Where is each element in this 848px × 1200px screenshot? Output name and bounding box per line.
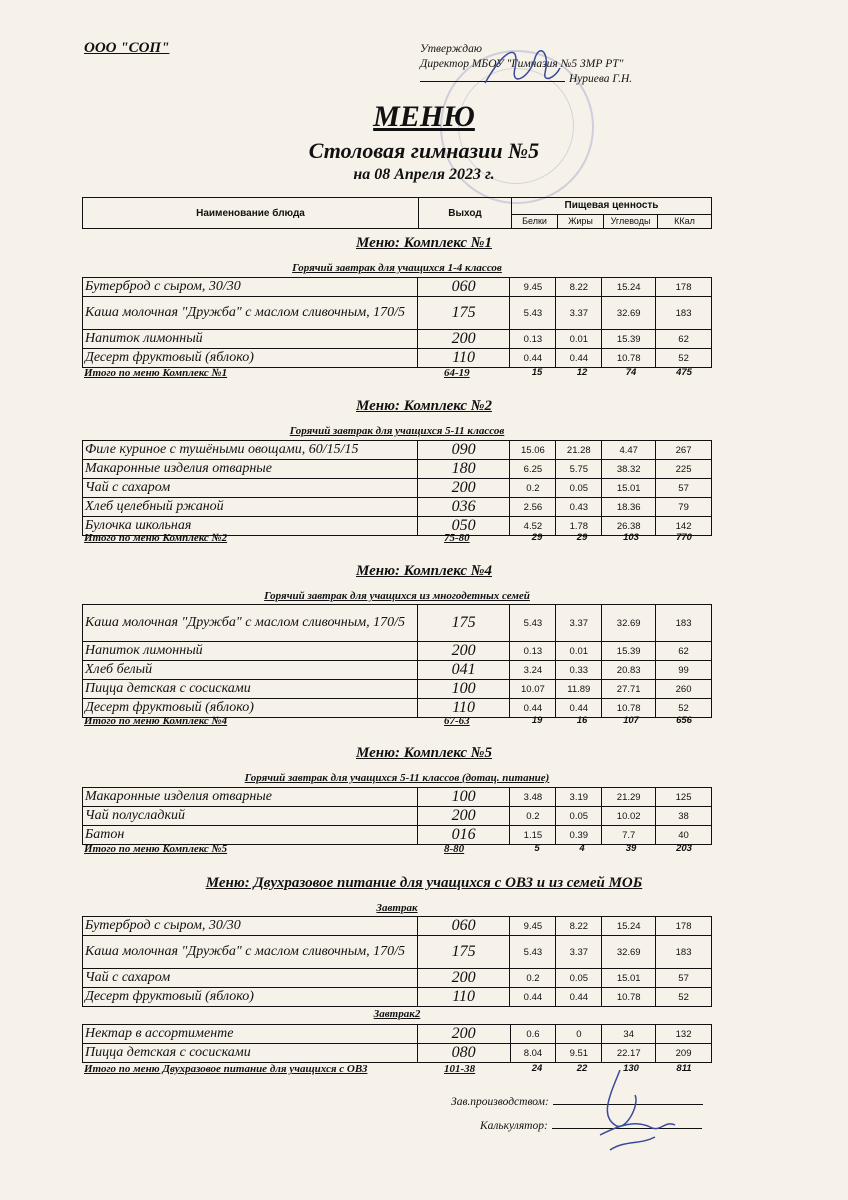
total-output: 75-80 xyxy=(444,532,470,544)
director-name: Нуриева Г.Н. xyxy=(569,73,633,85)
section-title: Меню: Комплекс №2 xyxy=(356,398,492,414)
header-dish: Наименование блюда xyxy=(83,198,419,229)
table-row xyxy=(83,498,712,517)
header-output: Выход xyxy=(419,198,512,229)
dish-fat: 9.51 xyxy=(556,1044,602,1063)
dish-kcal: 40 xyxy=(656,826,712,845)
organization-name: ООО "СОП" xyxy=(84,40,170,56)
dish-name: Десерт фруктовый (яблоко) xyxy=(83,349,418,368)
dish-kcal: 178 xyxy=(656,278,712,297)
approval-line2: Директор МБОУ "Гимназия №5 ЗМР РТ" xyxy=(420,58,624,70)
dish-name: Макаронные изделия отварные xyxy=(83,460,418,479)
section-subtitle: Горячий завтрак для учащихся 1-4 классов xyxy=(292,262,502,274)
approval-line1: Утверждаю xyxy=(420,43,482,55)
dish-carbs: 21.29 xyxy=(602,788,656,807)
total-output: 64-19 xyxy=(444,367,470,379)
dish-carbs: 15.39 xyxy=(602,642,656,661)
total-carbs: 107 xyxy=(623,715,639,726)
dish-kcal: 209 xyxy=(656,1044,712,1063)
dish-protein: 5.43 xyxy=(510,297,556,330)
total-protein: 19 xyxy=(531,715,543,726)
dish-kcal: 57 xyxy=(656,969,712,988)
dish-carbs: 15.01 xyxy=(602,969,656,988)
dish-fat: 0.01 xyxy=(556,642,602,661)
dish-kcal: 178 xyxy=(656,917,712,936)
total-kcal: 811 xyxy=(676,1063,692,1074)
dish-output: 080 xyxy=(417,1044,510,1063)
dish-protein: 3.24 xyxy=(510,661,556,680)
section-subtitle: Завтрак xyxy=(376,902,418,914)
dish-output: 060 xyxy=(417,917,510,936)
dish-output: 200 xyxy=(417,479,510,498)
dish-protein: 0.2 xyxy=(510,807,556,826)
dish-protein: 5.43 xyxy=(510,605,556,642)
table-row xyxy=(83,988,712,1007)
section-subtitle: Горячий завтрак для учащихся 5-11 классов (дотац. питание) xyxy=(244,772,550,784)
table-row xyxy=(83,479,712,498)
table-row xyxy=(83,936,712,969)
total-output: 67-63 xyxy=(444,715,470,727)
dish-name: Бутерброд с сыром, 30/30 xyxy=(83,917,418,936)
menu-table xyxy=(82,440,712,536)
dish-kcal: 132 xyxy=(656,1025,712,1044)
table-row xyxy=(83,642,712,661)
dish-kcal: 225 xyxy=(656,460,712,479)
dish-output: 050 xyxy=(417,517,510,536)
dish-name: Бутерброд с сыром, 30/30 xyxy=(83,278,418,297)
dish-fat: 3.37 xyxy=(556,936,602,969)
table-row xyxy=(83,1025,712,1044)
dish-kcal: 260 xyxy=(656,680,712,699)
dish-carbs: 26.38 xyxy=(602,517,656,536)
dish-protein: 0.44 xyxy=(510,349,556,368)
total-protein: 29 xyxy=(531,532,543,543)
menu-table xyxy=(82,277,712,368)
total-fat: 22 xyxy=(576,1063,588,1074)
dish-carbs: 38.32 xyxy=(602,460,656,479)
dish-output: 100 xyxy=(417,680,510,699)
dish-output: 180 xyxy=(417,460,510,479)
dish-protein: 15.06 xyxy=(510,441,556,460)
header-protein: Белки xyxy=(512,214,558,228)
total-output: 101-38 xyxy=(444,1063,476,1075)
dish-fat: 0.01 xyxy=(556,330,602,349)
dish-name: Макаронные изделия отварные xyxy=(83,788,418,807)
dish-output: 036 xyxy=(417,498,510,517)
dish-carbs: 4.47 xyxy=(602,441,656,460)
header-carbs: Углеводы xyxy=(604,214,658,228)
dish-kcal: 62 xyxy=(656,642,712,661)
dish-name: Булочка школьная xyxy=(83,517,418,536)
dish-name: Каша молочная "Дружба" с маслом сливочным, 170/5 xyxy=(83,936,418,969)
dish-carbs: 15.39 xyxy=(602,330,656,349)
total-carbs: 74 xyxy=(625,367,637,378)
header-nutrition: Пищевая ценность xyxy=(512,198,712,215)
total-carbs: 103 xyxy=(623,532,639,543)
dish-name: Напиток лимонный xyxy=(83,330,418,349)
dish-output: 200 xyxy=(417,969,510,988)
dish-carbs: 27.71 xyxy=(602,680,656,699)
dish-carbs: 10.78 xyxy=(602,349,656,368)
dish-kcal: 62 xyxy=(656,330,712,349)
total-protein: 5 xyxy=(534,843,540,854)
dish-output: 175 xyxy=(417,936,510,969)
dish-carbs: 32.69 xyxy=(602,936,656,969)
dish-carbs: 32.69 xyxy=(602,297,656,330)
dish-kcal: 52 xyxy=(656,349,712,368)
table-row xyxy=(83,788,712,807)
dish-output: 110 xyxy=(417,349,510,368)
table-row xyxy=(83,917,712,936)
table-row xyxy=(83,349,712,368)
section-subtitle: Горячий завтрак для учащихся из многодетных семей xyxy=(264,590,530,602)
dish-protein: 0.13 xyxy=(510,330,556,349)
dish-carbs: 10.02 xyxy=(602,807,656,826)
page-subtitle: Столовая гимназии №5 xyxy=(308,138,540,163)
dish-protein: 9.45 xyxy=(510,917,556,936)
dish-carbs: 22.17 xyxy=(602,1044,656,1063)
dish-carbs: 7.7 xyxy=(602,826,656,845)
dish-fat: 0.44 xyxy=(556,699,602,718)
dish-protein: 0.2 xyxy=(510,479,556,498)
dish-kcal: 183 xyxy=(656,297,712,330)
dish-fat: 0.05 xyxy=(556,969,602,988)
dish-output: 200 xyxy=(417,642,510,661)
table-row xyxy=(83,661,712,680)
total-protein: 24 xyxy=(531,1063,543,1074)
total-label: Итого по меню Комплекс №4 xyxy=(84,715,228,727)
dish-protein: 9.45 xyxy=(510,278,556,297)
dish-fat: 3.37 xyxy=(556,605,602,642)
dish-kcal: 183 xyxy=(656,936,712,969)
section-title: Меню: Комплекс №5 xyxy=(356,745,492,761)
dish-kcal: 142 xyxy=(656,517,712,536)
dish-kcal: 79 xyxy=(656,498,712,517)
table-row xyxy=(83,278,712,297)
dish-carbs: 34 xyxy=(602,1025,656,1044)
dish-fat: 8.22 xyxy=(556,917,602,936)
dish-carbs: 10.78 xyxy=(602,988,656,1007)
dish-protein: 0.44 xyxy=(510,699,556,718)
section-title: Меню: Комплекс №4 xyxy=(356,563,492,579)
section-subtitle: Горячий завтрак для учащихся 5-11 классов xyxy=(289,425,505,437)
dish-name: Пицца детская с сосисками xyxy=(83,1044,418,1063)
table-row xyxy=(83,605,712,642)
total-kcal: 770 xyxy=(676,532,692,543)
dish-name: Чай полусладкий xyxy=(83,807,418,826)
total-fat: 4 xyxy=(579,843,585,854)
dish-fat: 0.39 xyxy=(556,826,602,845)
dish-name: Каша молочная "Дружба" с маслом сливочным, 170/5 xyxy=(83,605,418,642)
dish-name: Чай с сахаром xyxy=(83,479,418,498)
dish-output: 200 xyxy=(417,1025,510,1044)
director-signature xyxy=(475,38,565,98)
dish-protein: 6.25 xyxy=(510,460,556,479)
dish-name: Хлеб целебный ржаной xyxy=(83,498,418,517)
dish-protein: 0.13 xyxy=(510,642,556,661)
dish-fat: 11.89 xyxy=(556,680,602,699)
dish-protein: 5.43 xyxy=(510,936,556,969)
total-label: Итого по меню Двухразовое питание для учащихся с ОВЗ xyxy=(84,1063,368,1075)
dish-carbs: 18.36 xyxy=(602,498,656,517)
section-subtitle: Завтрак2 xyxy=(373,1008,421,1020)
dish-kcal: 183 xyxy=(656,605,712,642)
dish-fat: 3.19 xyxy=(556,788,602,807)
dish-kcal: 57 xyxy=(656,479,712,498)
dish-kcal: 267 xyxy=(656,441,712,460)
total-kcal: 203 xyxy=(676,843,692,854)
dish-name: Филе куриное с тушёными овощами, 60/15/15 xyxy=(83,441,418,460)
dish-fat: 0.05 xyxy=(556,807,602,826)
dish-protein: 2.56 xyxy=(510,498,556,517)
dish-protein: 1.15 xyxy=(510,826,556,845)
total-kcal: 656 xyxy=(676,715,692,726)
section-title: Меню: Комплекс №1 xyxy=(356,235,492,251)
menu-table xyxy=(82,916,712,1007)
dish-carbs: 10.78 xyxy=(602,699,656,718)
dish-output: 200 xyxy=(417,330,510,349)
production-label: Зав.производством: xyxy=(451,1096,549,1108)
dish-carbs: 15.01 xyxy=(602,479,656,498)
section-title: Меню: Двухразовое питание для учащихся с ОВЗ и из семей МОБ xyxy=(205,875,643,891)
total-fat: 29 xyxy=(576,532,588,543)
dish-output: 060 xyxy=(417,278,510,297)
dish-output: 016 xyxy=(417,826,510,845)
dish-fat: 0.05 xyxy=(556,479,602,498)
menu-table xyxy=(82,604,712,718)
dish-kcal: 52 xyxy=(656,988,712,1007)
dish-fat: 21.28 xyxy=(556,441,602,460)
total-fat: 16 xyxy=(576,715,588,726)
column-header-table xyxy=(82,197,712,229)
dish-name: Десерт фруктовый (яблоко) xyxy=(83,699,418,718)
dish-fat: 5.75 xyxy=(556,460,602,479)
table-row xyxy=(83,330,712,349)
table-row xyxy=(83,441,712,460)
table-row xyxy=(83,807,712,826)
page-title: МЕНЮ xyxy=(373,100,475,133)
menu-table xyxy=(82,787,712,845)
total-kcal: 475 xyxy=(676,367,692,378)
table-row xyxy=(83,969,712,988)
handwritten-signature xyxy=(580,1065,690,1160)
dish-fat: 3.37 xyxy=(556,297,602,330)
dish-fat: 0.44 xyxy=(556,988,602,1007)
dish-fat: 0.44 xyxy=(556,349,602,368)
menu-date: на 08 Апреля 2023 г. xyxy=(353,166,495,183)
total-fat: 12 xyxy=(576,367,588,378)
dish-protein: 3.48 xyxy=(510,788,556,807)
total-label: Итого по меню Комплекс №2 xyxy=(84,532,228,544)
dish-protein: 10.07 xyxy=(510,680,556,699)
dish-carbs: 15.24 xyxy=(602,278,656,297)
total-carbs: 39 xyxy=(625,843,637,854)
dish-name: Батон xyxy=(83,826,418,845)
dish-carbs: 20.83 xyxy=(602,661,656,680)
dish-protein: 0.44 xyxy=(510,988,556,1007)
dish-protein: 0.2 xyxy=(510,969,556,988)
dish-fat: 8.22 xyxy=(556,278,602,297)
dish-name: Чай с сахаром xyxy=(83,969,418,988)
table-row xyxy=(83,297,712,330)
dish-fat: 0.33 xyxy=(556,661,602,680)
dish-name: Пицца детская с сосисками xyxy=(83,680,418,699)
table-row xyxy=(83,1044,712,1063)
dish-output: 200 xyxy=(417,807,510,826)
dish-output: 175 xyxy=(417,605,510,642)
total-protein: 15 xyxy=(531,367,543,378)
dish-name: Нектар в ассортименте xyxy=(83,1025,418,1044)
header-kcal: ККал xyxy=(658,214,712,228)
dish-carbs: 15.24 xyxy=(602,917,656,936)
dish-name: Напиток лимонный xyxy=(83,642,418,661)
header-fat: Жиры xyxy=(558,214,604,228)
dish-carbs: 32.69 xyxy=(602,605,656,642)
dish-output: 110 xyxy=(417,988,510,1007)
dish-kcal: 99 xyxy=(656,661,712,680)
menu-table xyxy=(82,1024,712,1063)
dish-name: Каша молочная "Дружба" с маслом сливочным, 170/5 xyxy=(83,297,418,330)
calculator-label: Калькулятор: xyxy=(480,1120,548,1132)
total-output: 8-80 xyxy=(444,843,465,855)
dish-kcal: 125 xyxy=(656,788,712,807)
total-label: Итого по меню Комплекс №1 xyxy=(84,367,228,379)
dish-output: 041 xyxy=(417,661,510,680)
dish-output: 090 xyxy=(417,441,510,460)
dish-output: 100 xyxy=(417,788,510,807)
table-row xyxy=(83,680,712,699)
dish-fat: 0 xyxy=(556,1025,602,1044)
table-row xyxy=(83,826,712,845)
dish-output: 110 xyxy=(417,699,510,718)
dish-name: Хлеб белый xyxy=(83,661,418,680)
dish-name: Десерт фруктовый (яблоко) xyxy=(83,988,418,1007)
dish-kcal: 38 xyxy=(656,807,712,826)
dish-protein: 0.6 xyxy=(510,1025,556,1044)
table-row xyxy=(83,460,712,479)
dish-protein: 8.04 xyxy=(510,1044,556,1063)
dish-protein: 4.52 xyxy=(510,517,556,536)
dish-output: 175 xyxy=(417,297,510,330)
total-carbs: 130 xyxy=(623,1063,639,1074)
dish-kcal: 52 xyxy=(656,699,712,718)
dish-fat: 1.78 xyxy=(556,517,602,536)
total-label: Итого по меню Комплекс №5 xyxy=(84,843,228,855)
dish-fat: 0.43 xyxy=(556,498,602,517)
